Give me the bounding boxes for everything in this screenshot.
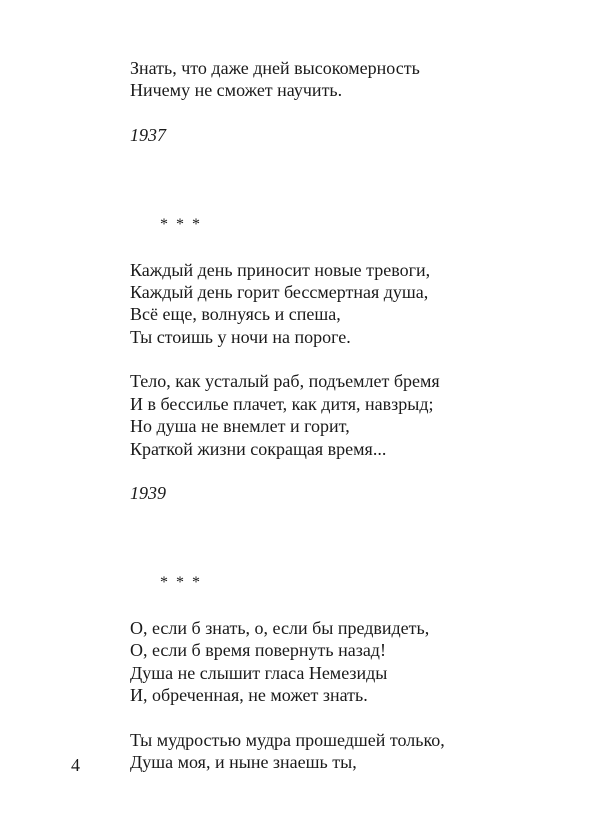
stanza-gap [130,236,570,258]
poem-date: 1937 [130,125,166,146]
poem-line: Знать, что даже дней высокомерность [130,58,420,78]
poem-line: И, обреченная, не может знать. [130,684,368,705]
poem-line: Каждый день горит бессмертная душа, [130,281,429,302]
poem-fragment [130,57,570,147]
poem-line: Ты стоишь у ночи на пороге. [130,326,351,347]
stanza-gap [130,706,570,728]
stanza-gap [130,460,570,482]
poem-line: И в бессилье плачет, как дитя, навзрыд; [130,393,434,414]
poem-line: Тело, как усталый раб, подъемлет бремя [130,371,440,392]
poem-line: Всё еще, волнуясь и спеша, [130,304,341,325]
poem-gap [130,505,570,572]
poem [130,572,570,774]
text-column [130,57,570,774]
poem-line: Душа не слышит гласа Немезиды [130,662,388,683]
poem-separator: * * * [160,574,202,592]
poem-gap [130,147,570,214]
stanza-gap [130,348,570,370]
page-number: 4 [71,755,80,775]
stanza-gap [130,102,570,124]
stanza-gap [130,594,570,616]
poem-separator: * * * [160,215,202,233]
poem-line: Ты мудростью мудра прошедшей только, [130,729,445,750]
poem-line: О, если б знать, о, если бы предвидеть, [130,617,430,638]
poem-line: Каждый день приносит новые тревоги, [130,259,431,280]
poem-line: Душа моя, и ныне знаешь ты, [130,752,357,773]
poem [130,214,570,505]
poem-line: О, если б время повернуть назад! [130,640,386,661]
poem-line: Но душа не внемлет и горит, [130,416,350,437]
poem-line: Ничему не сможет научить. [130,80,343,101]
poem-date: 1939 [130,483,166,504]
poem-line: Краткой жизни сокращая время... [130,438,387,459]
